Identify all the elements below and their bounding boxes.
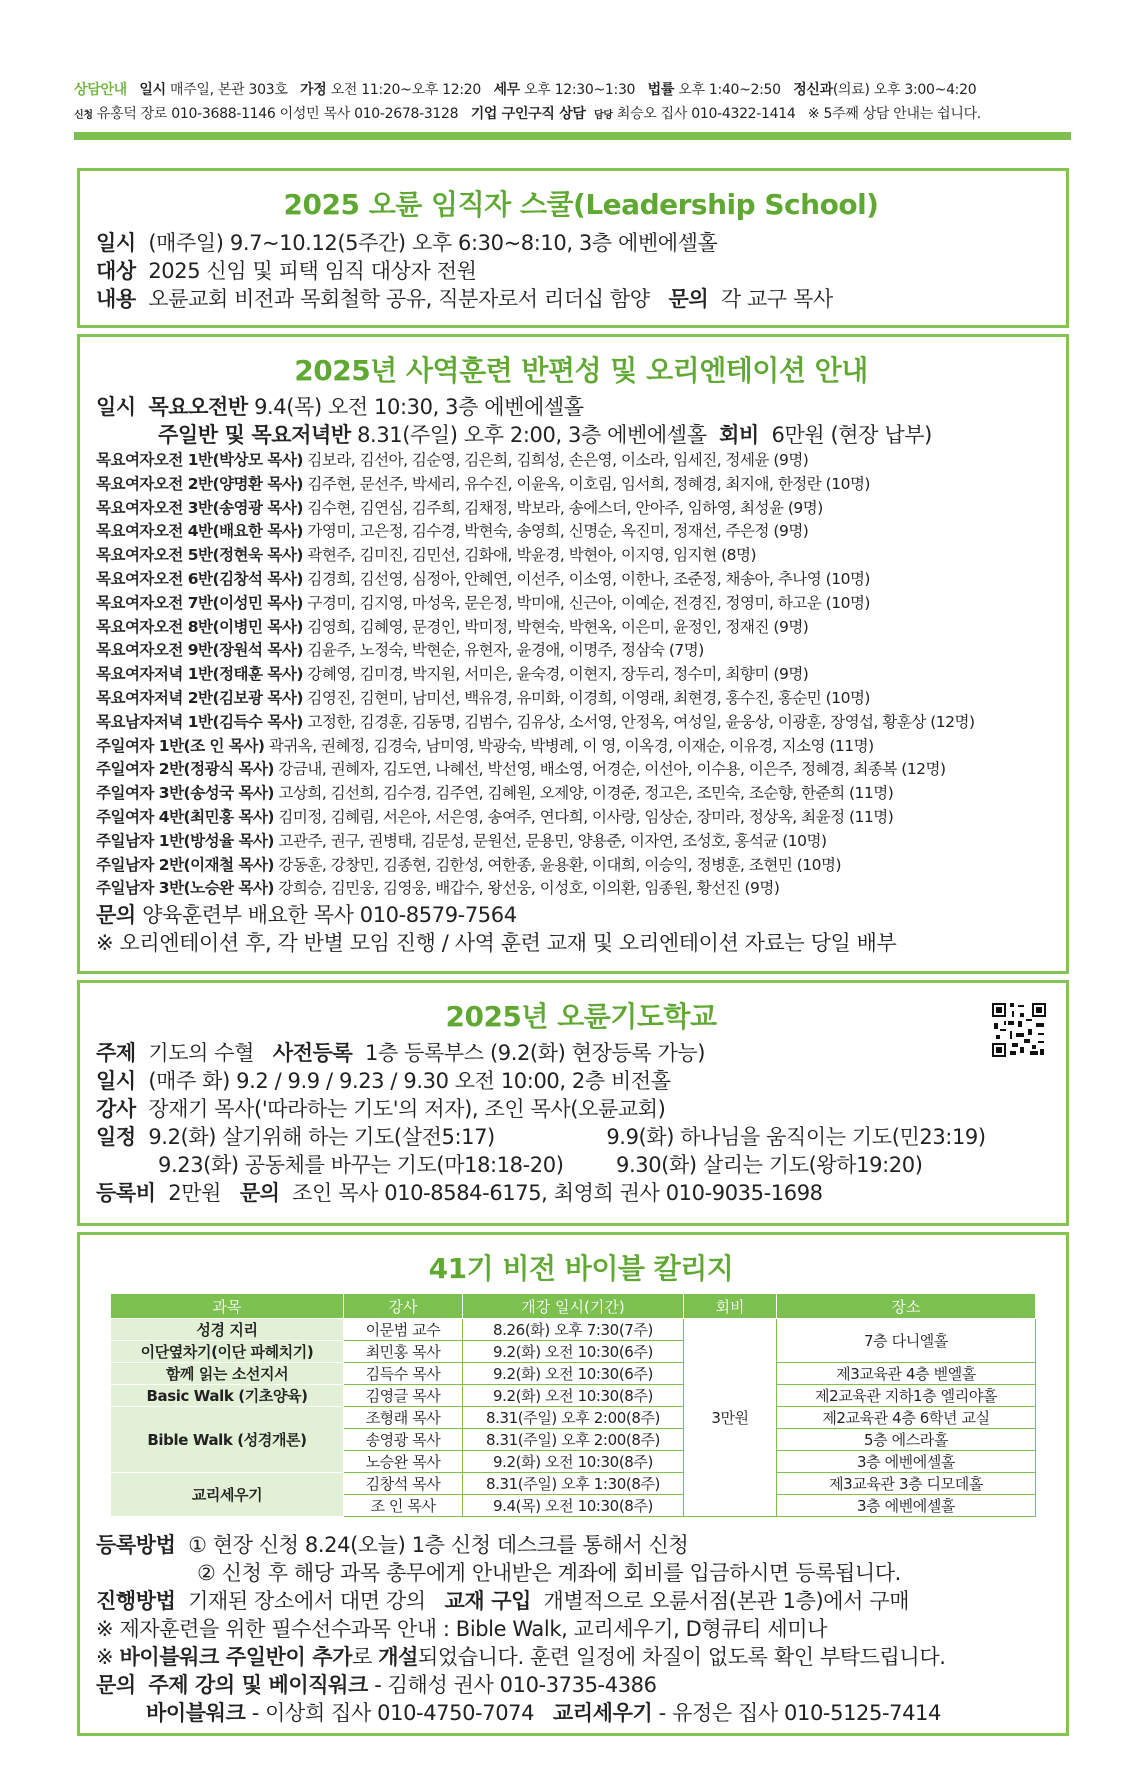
leadership-date-row: 일시 (매주일) 9.7~10.12(5주간) 오후 6:30~8:10, 3층 에벤에셀홀 (96, 231, 718, 255)
class-row (96, 568, 1066, 592)
table-row (111, 1407, 1036, 1429)
course-subject: 함께 읽는 소선지서 (111, 1363, 344, 1385)
class-row (96, 711, 1066, 735)
class-row (96, 735, 1066, 759)
class-row (96, 758, 1066, 782)
class-members: 김보라, 김선아, 김순영, 김은희, 김희성, 손은영, 이소라, 임세진, 정세윤 (9명) (307, 451, 809, 469)
class-members: 구경미, 김지영, 마성욱, 문은정, 박미애, 신근아, 이예순, 전경진, 정영미, 하고운 (10명) (307, 593, 870, 612)
class-name: 주일남자 3반(노승완 목사) (96, 879, 274, 898)
course-date: 9.2(화) 오전 10:30(6주) (463, 1341, 684, 1363)
class-name: 주일여자 2반(정광식 목사) (96, 760, 274, 779)
class-row (96, 449, 1066, 473)
class-members: 김주현, 문선주, 박세리, 유수진, 이윤옥, 이호림, 임서희, 정혜경, 최지애, 한정란 (10명) (307, 474, 870, 493)
course-date: 8.31(주일) 오후 1:30(8주) (463, 1473, 684, 1495)
class-name: 목요여자오전 6반(김창석 목사) (96, 569, 303, 588)
class-name: 목요여자저녁 2반(김보광 목사) (96, 688, 303, 707)
class-row (96, 520, 1066, 544)
sunday-class-note: ※ 바이블워크 주일반이 추가로 개설되었습니다. 훈련 일정에 차질이 없도록 확인 부탁드립니다. (96, 1645, 946, 1669)
psychiatry-time: (의료) 오후 3:00~4:20 (832, 82, 977, 98)
class-row (96, 639, 1066, 663)
leadership-title: 2025 오륜 임직자 스쿨(Leadership School) (283, 188, 879, 221)
course-place: 제3교육관 3층 디모데홀 (777, 1473, 1036, 1495)
counseling-header (74, 78, 981, 128)
course-place: 5층 에스라홀 (777, 1429, 1036, 1451)
prayer-theme-row: 주제 기도의 수혈 사전등록 1층 등록부스 (9.2(화) 현장등록 가능) (96, 1041, 706, 1065)
leadership-target-row: 대상 2025 신임 및 피택 임직 대상자 전원 (96, 259, 477, 283)
table-row (111, 1385, 1036, 1407)
procedure-row: 진행방법 기재된 장소에서 대면 강의 교재 구입 개별적으로 오륜서점(본관 1층)에서 구매 (96, 1589, 910, 1613)
psychiatry-label: 정신과 (793, 82, 833, 98)
course-place: 3층 에벤에셀홀 (777, 1495, 1036, 1517)
class-members: 고정한, 김경훈, 김동명, 김범수, 김유상, 소서영, 안정옥, 여성일, 윤웅상, 이광훈, 장영섭, 황훈상 (12명) (307, 712, 975, 731)
prayer-date-row: 일시 (매주 화) 9.2 / 9.9 / 9.23 / 9.30 오전 10:00, 2층 비전홀 (96, 1069, 671, 1093)
training-contact-row: 문의 양육훈련부 배요한 목사 010-8579-7564 (96, 903, 517, 928)
registration-row-1: 등록방법 ① 현장 신청 8.24(오늘) 1층 신청 데스크를 통해서 신청 (96, 1533, 689, 1557)
course-place: 제3교육관 4층 벧엘홀 (777, 1363, 1036, 1385)
header-instructor: 강사 (344, 1294, 463, 1319)
course-subject: Bible Walk (성경개론) (111, 1407, 344, 1473)
ministry-training-box (77, 334, 1069, 974)
legal-label: 법률 (647, 82, 675, 98)
class-name: 주일남자 1반(방성율 목사) (96, 831, 274, 850)
class-members: 고관주, 권구, 권병태, 김문성, 문원선, 문용민, 양용준, 이자연, 조성호, 홍석균 (10명) (278, 831, 827, 850)
registration-row-2: ② 신청 후 해당 과목 총무에게 안내받은 계좌에 회비를 입금하시면 등록됩니다. (197, 1561, 901, 1585)
family-time: 오전 11:20~오후 12:20 (330, 82, 481, 98)
header-fee: 회비 (684, 1294, 777, 1319)
class-row (96, 687, 1066, 711)
class-row (96, 592, 1066, 616)
course-instructor: 노승완 목사 (344, 1451, 463, 1473)
bible-college-title: 41기 비전 바이블 칼리지 (428, 1252, 734, 1285)
leadership-school-box (77, 168, 1069, 328)
class-members: 강희승, 김민웅, 김영웅, 배갑수, 왕선웅, 이성호, 이의환, 임종원, 황선진 (9명) (278, 879, 780, 898)
class-name: 주일여자 1반(조 인 목사) (96, 736, 265, 755)
class-row (96, 663, 1066, 687)
class-row (96, 806, 1066, 830)
class-row (96, 877, 1066, 901)
course-instructor: 김창석 목사 (344, 1473, 463, 1495)
bible-contact-row-1: 문의 주제 강의 및 베이직워크 - 김해성 권사 010-3735-4386 (96, 1673, 657, 1697)
class-name: 목요여자오전 8반(이병민 목사) (96, 617, 303, 636)
course-date: 9.4(목) 오전 10:30(8주) (463, 1495, 684, 1517)
class-members: 고상희, 김선희, 김수경, 김주연, 김혜원, 오제양, 이경준, 정고은, 조민숙, 조순향, 한준희 (11명) (278, 784, 894, 803)
tax-label: 세무 (493, 82, 520, 98)
class-name: 주일여자 4반(최민홍 목사) (96, 807, 274, 826)
class-members: 가영미, 고은정, 김수경, 박현숙, 송영희, 신명순, 옥진미, 정재선, 주은정 (9명) (307, 522, 809, 541)
table-row (111, 1473, 1036, 1495)
training-note: ※ 오리엔테이션 후, 각 반별 모임 진행 / 사역 훈련 교재 및 오리엔테이션 자료는 당일 배부 (96, 931, 897, 956)
prayer-school-box (77, 980, 1069, 1226)
course-instructor: 김득수 목사 (344, 1363, 463, 1385)
qr-code-icon[interactable] (990, 1001, 1048, 1059)
class-name: 목요여자오전 7반(이성민 목사) (96, 593, 303, 612)
class-members: 김수현, 김연심, 김주희, 김채정, 박보라, 송에스더, 안아주, 임하영, 최성윤 (9명) (307, 498, 823, 517)
header-place: 장소 (777, 1294, 1036, 1319)
leadership-content-row: 내용 오륜교회 비전과 목회철학 공유, 직분자로서 리더십 함양 문의 각 교구 목사 (96, 287, 833, 311)
bible-college-box (77, 1232, 1069, 1736)
class-row (96, 854, 1066, 878)
course-subject: 이단옆차기(이단 파헤치기) (111, 1341, 344, 1363)
training-date-row: 일시 목요오전반 9.4(목) 오전 10:30, 3층 에벤에셀홀 (96, 395, 584, 419)
course-place: 7층 다니엘홀 (777, 1319, 1036, 1363)
prayer-speaker-row: 강사 장재기 목사('따라하는 기도'의 저자), 조인 목사(오륜교회) (96, 1097, 666, 1121)
table-row (111, 1319, 1036, 1341)
course-table-header (111, 1294, 1036, 1319)
job-counseling-label: 기업 구인구직 상담 (470, 106, 586, 122)
course-instructor: 김영글 목사 (344, 1385, 463, 1407)
prayer-schedule-row-2: 9.23(화) 공동체를 바꾸는 기도(마18:18-20) 9.30(화) 살리는 기도(왕하19:20) (158, 1153, 923, 1177)
course-instructor: 조형래 목사 (344, 1407, 463, 1429)
course-subject: Basic Walk (기초양육) (111, 1385, 344, 1407)
class-list (96, 449, 1066, 901)
header-divider (74, 132, 1071, 140)
class-members: 강금내, 권혜자, 김도연, 나혜선, 박선영, 배소영, 어경순, 이선아, 이수용, 이은주, 정혜경, 최종복 (12명) (278, 760, 946, 779)
class-name: 목요여자저녁 1반(정태훈 목사) (96, 665, 303, 684)
charge-contact: 최승오 집사 010-4322-1414 (616, 106, 796, 122)
class-members: 김미정, 김혜림, 서은아, 서은영, 송여주, 연다희, 이사랑, 임상순, 장미라, 정상옥, 최윤정 (11명) (278, 807, 894, 826)
class-members: 곽귀옥, 권혜정, 김경숙, 남미영, 박광숙, 박병례, 이 영, 이옥경, 이재순, 이유경, 지소영 (11명) (268, 736, 874, 755)
prayer-schedule-row-1: 일정 9.2(화) 살기위해 하는 기도(살전5:17) 9.9(화) 하나님을 움직이는 기도(민23:19) (96, 1125, 986, 1149)
course-instructor: 이문범 교수 (344, 1319, 463, 1341)
class-name: 목요여자오전 5반(정현욱 목사) (96, 546, 303, 565)
counseling-line-2 (74, 102, 981, 128)
class-name: 목요여자오전 3반(송영광 목사) (96, 498, 303, 517)
course-table (110, 1293, 1036, 1517)
prerequisite-note: ※ 제자훈련을 위한 필수선수과목 안내 : Bible Walk, 교리세우기, D형큐티 세미나 (96, 1617, 827, 1641)
class-row (96, 616, 1066, 640)
header-date: 개강 일시(기간) (463, 1294, 684, 1319)
apply-label: 신청 (74, 110, 93, 121)
class-members: 김영희, 김혜영, 문경인, 박미정, 박현숙, 박현옥, 이은미, 윤정인, 정재진 (9명) (307, 617, 809, 636)
course-date: 8.26(화) 오후 7:30(7주) (463, 1319, 684, 1341)
class-name: 목요여자오전 1반(박상모 목사) (96, 451, 303, 469)
training-title: 2025년 사역훈련 반편성 및 오리엔테이션 안내 (294, 354, 868, 387)
course-instructor: 송영광 목사 (344, 1429, 463, 1451)
apply-contacts: 유홍덕 장로 010-3688-1146 이성민 목사 010-2678-3128 (96, 106, 459, 122)
class-name: 목요여자오전 9반(장원석 목사) (96, 641, 303, 660)
bible-contact-row-2: 바이블워크 - 이상희 집사 010-4750-7074 교리세우기 - 유정은 집사 010-5125-7414 (146, 1701, 941, 1725)
class-members: 곽현주, 김미진, 김민선, 김화애, 박윤경, 박현아, 이지영, 임지현 (8명) (307, 546, 757, 565)
course-date: 9.2(화) 오전 10:30(6주) (463, 1363, 684, 1385)
legal-time: 오후 1:40~2:50 (678, 82, 781, 98)
training-date-row-2: 주일반 및 목요저녁반 8.31(주일) 오후 2:00, 3층 에벤에셀홀 회비 6만원 (현장 납부) (158, 423, 932, 447)
class-name: 주일남자 2반(이재철 목사) (96, 855, 274, 874)
class-name: 주일여자 3반(송성국 목사) (96, 784, 274, 803)
table-row (111, 1363, 1036, 1385)
charge-label: 담당 (593, 110, 613, 121)
counseling-note: ※ 5주째 상담 안내는 쉽니다. (807, 106, 981, 122)
counseling-date: 매주일, 본관 303호 (169, 82, 288, 98)
course-place: 제2교육관 지하1층 엘리야홀 (777, 1385, 1036, 1407)
counseling-title: 상담안내 (74, 82, 127, 98)
course-place: 제2교육관 4층 6학년 교실 (777, 1407, 1036, 1429)
prayer-title: 2025년 오륜기도학교 (445, 1000, 717, 1033)
class-name: 목요여자오전 4반(배요한 목사) (96, 522, 303, 541)
course-instructor: 조 인 목사 (344, 1495, 463, 1517)
course-subject: 교리세우기 (111, 1473, 344, 1517)
class-members: 김영진, 김현미, 남미선, 백유경, 유미화, 이경희, 이영래, 최현경, 홍수진, 홍순민 (10명) (307, 688, 870, 707)
course-subject: 성경 지리 (111, 1319, 344, 1341)
header-subject: 과목 (111, 1294, 344, 1319)
class-members: 김윤주, 노정숙, 박현순, 유현자, 윤경애, 이명주, 정삼숙 (7명) (307, 641, 704, 660)
course-date: 8.31(주일) 오후 2:00(8주) (463, 1407, 684, 1429)
class-members: 강동훈, 강창민, 김종현, 김한성, 여한종, 윤용환, 이대희, 이승익, 정병훈, 조현민 (10명) (278, 855, 842, 874)
course-place: 3층 에벤에셀홀 (777, 1451, 1036, 1473)
class-members: 강혜영, 김미경, 박지원, 서미은, 윤숙경, 이현지, 장두리, 정수미, 최향미 (9명) (307, 665, 809, 684)
class-members: 김경희, 김선영, 심정아, 안혜연, 이선주, 이소영, 이한나, 조준정, 채송아, 추나영 (10명) (307, 569, 870, 588)
counseling-line-1 (74, 78, 981, 102)
tax-time: 오후 12:30~1:30 (524, 82, 636, 98)
prayer-fee-row: 등록비 2만원 문의 조인 목사 010-8584-6175, 최영희 권사 010-9035-1698 (96, 1181, 823, 1205)
course-fee: 3만원 (684, 1319, 777, 1517)
class-row (96, 497, 1066, 521)
course-instructor: 최민홍 목사 (344, 1341, 463, 1363)
family-label: 가정 (300, 82, 327, 98)
class-row (96, 544, 1066, 568)
course-date: 9.2(화) 오전 10:30(8주) (463, 1385, 684, 1407)
course-date: 9.2(화) 오전 10:30(8주) (463, 1451, 684, 1473)
class-row (96, 473, 1066, 497)
class-name: 목요남자저녁 1반(김득수 목사) (96, 712, 303, 731)
course-date: 8.31(주일) 오후 2:00(8주) (463, 1429, 684, 1451)
class-row (96, 830, 1066, 854)
class-name: 목요여자오전 2반(양명환 목사) (96, 474, 303, 493)
class-row (96, 782, 1066, 806)
counseling-date-label: 일시 (139, 82, 166, 98)
